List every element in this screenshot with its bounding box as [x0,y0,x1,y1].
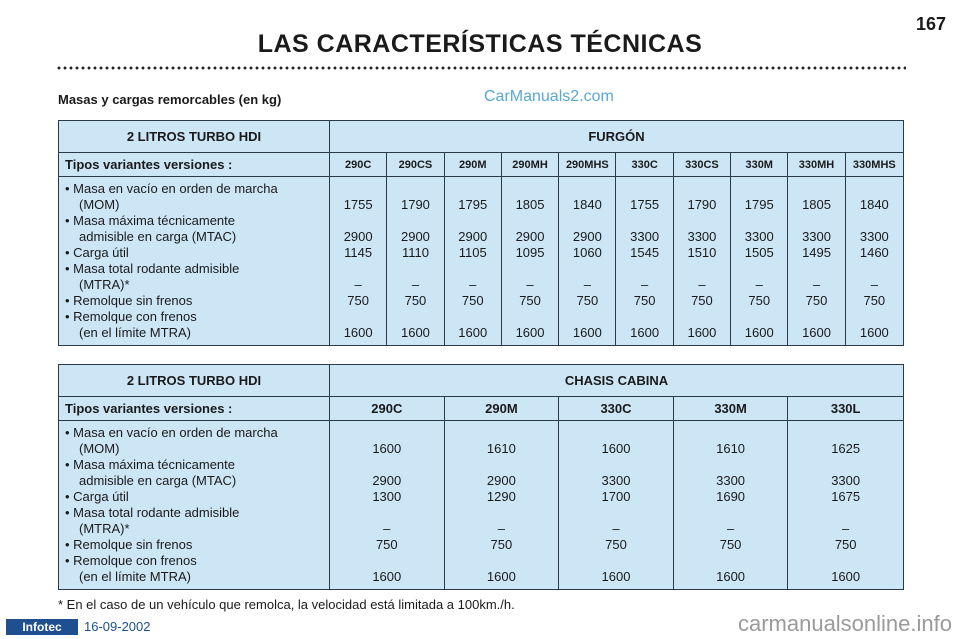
table-cell: 1600 [859,325,889,340]
table-cell: 1495 [802,245,831,260]
table-cell: 1505 [744,245,774,260]
row-label: (MTRA)* [79,277,130,292]
table-cell: 1600 [716,569,746,584]
table-cell: 3300 [802,229,831,244]
dotted-divider [56,66,906,70]
table-cell: 750 [519,293,541,308]
row-label: • Carga útil [65,245,129,260]
table-cell: 750 [576,293,599,308]
column-header: 330M [731,153,788,176]
spacer-line [731,181,787,197]
spacer-line [788,457,903,473]
spacer-line [559,425,673,441]
spacer-line [559,261,615,277]
table-cell: 1790 [687,197,717,212]
spacer-line [674,505,788,521]
table-cell: – [842,521,850,536]
table-cell: 1145 [344,245,373,260]
table-cell: 1110 [401,245,429,260]
row-label: (MTRA)* [79,521,130,536]
spacer-line [559,181,615,197]
table-cell: 1600 [831,569,861,584]
value-column [330,177,387,345]
table-cell: 3300 [831,473,861,488]
table-cell: 1755 [630,197,660,212]
table-cell: 1610 [486,441,516,456]
page-title: LAS CARACTERÍSTICAS TÉCNICAS [257,30,703,58]
table-cell: – [469,277,477,292]
value-column [846,177,903,345]
table-cell: 3300 [601,473,631,488]
table-cell: 1795 [458,197,488,212]
spacer-line [330,457,444,473]
row-label: • Masa máxima técnicamente [65,213,236,228]
table-cell: – [812,277,821,292]
spacer-line [616,309,672,325]
table-cell: 1105 [458,245,487,260]
row-label: (en el límite MTRA) [79,325,191,340]
watermark: CarManuals2.com [484,88,614,105]
table-cell: – [411,277,420,292]
table-cell: 1805 [802,197,831,212]
spacer-line [616,181,672,197]
table-cell: 3300 [859,229,889,244]
value-column [387,177,444,345]
table-cell: 1600 [601,441,631,456]
spacer-line [616,213,672,229]
spacer-line [674,457,788,473]
value-column [445,421,560,589]
variants-label: Tipos variantes versiones : [59,397,330,420]
column-header: 330L [830,401,861,416]
table-cell: 1600 [372,569,402,584]
table-cell: 750 [404,293,427,308]
row-label: (en el límite MTRA) [79,569,191,584]
row-label: • Masa máxima técnicamente [65,457,236,472]
table-cell: 3300 [744,229,774,244]
spacer-line [788,213,844,229]
table-cell: 1600 [458,325,488,340]
spacer-line [616,261,672,277]
table-cell: 1600 [343,325,373,340]
value-column [788,421,903,589]
row-label: • Masa total rodante admisible [65,261,240,276]
value-column [788,177,845,345]
table-cell: – [497,521,505,536]
column-header: 290C [330,153,387,176]
spacer-line [502,309,558,325]
table-cell: 1290 [486,489,516,504]
spacer-line [788,309,844,325]
spacer-line [445,309,501,325]
table-cell: – [526,277,534,292]
row-label: • Remolque con frenos [65,553,197,568]
table-header-row [59,365,903,397]
table-cell: 1795 [744,197,774,212]
table-cell: 1510 [687,245,717,260]
column-header: 330MH [788,153,845,176]
table-body [59,177,903,345]
value-column [445,177,502,345]
table-cell: 750 [805,293,828,308]
table-cell: – [383,521,391,536]
value-column [674,421,789,589]
table-cell: 1060 [572,245,602,260]
spacer-line [846,213,903,229]
section-subtitle: Masas y cargas remorcables (en kg) [58,92,282,107]
table-cell: 1625 [831,441,861,456]
column-header: 330C [616,153,673,176]
table-cell: 750 [461,293,484,308]
table-cell: 1755 [343,197,373,212]
spacer-line [387,261,443,277]
table-cell: 1600 [687,325,717,340]
table-cell: 2900 [372,473,402,488]
spacer-line [559,457,673,473]
spacer-line [330,425,444,441]
table-cell: 2900 [515,229,545,244]
table-cell: 1545 [630,245,660,260]
table-cell: 1840 [859,197,889,212]
table-cell: 1600 [630,325,660,340]
value-column [502,177,559,345]
value-column [559,421,674,589]
table-cell: 1600 [400,325,430,340]
column-header: 330MHS [852,158,896,171]
table-cell: 1675 [831,489,861,504]
table-cell: 1600 [372,441,402,456]
spacer-line [502,261,558,277]
table-header-row [59,121,903,153]
table-cell: 750 [863,293,886,308]
column-header: 290MH [502,153,559,176]
spacer-line [731,309,787,325]
spacer-line [788,181,844,197]
table-cell: – [755,277,763,292]
spacer-line [445,553,559,569]
row-label: (MOM) [79,197,120,212]
spacer-line [788,425,903,441]
table-cell: 3300 [687,229,717,244]
value-column [330,421,445,589]
spacer-line [674,213,730,229]
column-header: 290CS [387,153,444,176]
table-cell: – [726,521,735,536]
page-number: 167 [915,14,946,34]
table-cell: 1690 [716,489,746,504]
table-cell: – [354,277,362,292]
spacer-line [445,261,501,277]
spacer-line [559,213,615,229]
table-cell: 1095 [515,245,545,260]
infotec-logo: Infotec [6,619,78,635]
spacer-line [502,181,558,197]
spacer-line [731,213,787,229]
table-cell: 750 [748,293,771,308]
value-column [559,177,616,345]
spacer-line [674,425,788,441]
spacer-line [846,261,903,277]
spacer-line [559,553,673,569]
table-cell: 750 [375,537,398,552]
table-cell: 750 [490,537,513,552]
table-cell: 1600 [486,569,516,584]
row-label: • Masa en vacío en orden de marcha [65,181,278,196]
row-label: • Masa total rodante admisible [65,505,240,520]
column-header: 330CS [674,153,731,176]
row-label: • Remolque sin frenos [65,537,193,552]
table-cell: 3300 [716,473,746,488]
table-cell: – [583,277,591,292]
spacer-line [445,425,559,441]
column-header: 330C [559,397,674,420]
table-cell: 1610 [716,441,746,456]
spacer-line [445,457,559,473]
spacer-line [788,505,903,521]
spacer-line [559,505,673,521]
column-header: 290M [445,153,502,176]
row-label: (MOM) [79,441,120,456]
row-label: admisible en carga (MTAC) [79,473,237,488]
spacer-line [445,505,559,521]
furgon-table [58,120,904,346]
spacer-line [674,309,730,325]
table-cell: 2900 [486,473,516,488]
table-cell: – [641,277,649,292]
value-column [674,177,731,345]
spacer-line [731,261,787,277]
body-type-label: FURGÓN [588,129,645,144]
table-cell: 750 [633,293,656,308]
value-column [731,177,788,345]
table-cell: 1460 [859,245,889,260]
table-cell: – [870,277,878,292]
table-cell: 1700 [601,489,631,504]
table-cell: 750 [347,293,369,308]
table-cell: 750 [834,537,857,552]
table-cell: 1600 [802,325,831,340]
table-cell: 1600 [515,325,545,340]
table-cell: 3300 [630,229,660,244]
spacer-line [330,309,386,325]
table-cell: 1790 [400,197,430,212]
spacer-line [846,181,903,197]
table-cell: 2900 [572,229,602,244]
spacer-line [674,553,788,569]
spacer-line [330,213,386,229]
table-cell: 1840 [572,197,602,212]
table-cell: 2900 [343,229,373,244]
spacer-line [330,261,386,277]
table-cell: 1600 [572,325,602,340]
value-column [616,177,673,345]
spacer-line [674,261,730,277]
column-header: 290M [445,397,560,420]
spacer-line [330,553,444,569]
spacer-line [502,213,558,229]
row-labels [59,421,330,589]
row-labels [59,177,330,345]
table-cell: – [698,277,706,292]
table-cell: 750 [605,537,627,552]
table-cell: 750 [719,537,742,552]
spacer-line [788,261,844,277]
variants-header-row [59,153,903,177]
spacer-line [445,181,501,197]
spacer-line [387,213,443,229]
table-cell: – [612,521,620,536]
row-label: • Remolque con frenos [65,309,197,324]
footnote: * En el caso de un vehículo que remolca, la velocidad está limitada a 100km./h. [58,597,515,612]
row-label: admisible en carga (MTAC) [79,229,237,244]
table-cell: 1805 [515,197,545,212]
spacer-line [387,309,443,325]
column-header: 290C [330,397,445,420]
engine-label: 2 LITROS TURBO HDI [59,365,330,396]
engine-label: 2 LITROS TURBO HDI [59,121,330,152]
chasis-cabina-table [58,364,904,590]
variants-label: Tipos variantes versiones : [59,153,330,176]
table-cell: 1600 [601,569,631,584]
spacer-line [559,309,615,325]
spacer-line [846,309,903,325]
body-type-label: CHASIS CABINA [564,373,669,388]
table-cell: 1600 [744,325,774,340]
table-body [59,421,903,589]
table-cell: 1300 [372,489,402,504]
spacer-line [330,505,444,521]
spacer-line [788,553,903,569]
variants-header-row [59,397,903,421]
row-label: • Masa en vacío en orden de marcha [65,425,278,440]
spacer-line [330,181,386,197]
row-label: • Carga útil [65,489,129,504]
column-header: 290MHS [559,153,616,176]
spacer-line [387,181,443,197]
spacer-line [674,181,730,197]
table-cell: 2900 [400,229,430,244]
spacer-line [445,213,501,229]
table-cell: 2900 [458,229,488,244]
print-date: 16-09-2002 [84,619,151,634]
row-label: • Remolque sin frenos [65,293,193,308]
column-header: 330M [674,397,789,420]
site-watermark: carmanualsonline.info [737,611,952,636]
table-cell: 750 [691,293,713,308]
